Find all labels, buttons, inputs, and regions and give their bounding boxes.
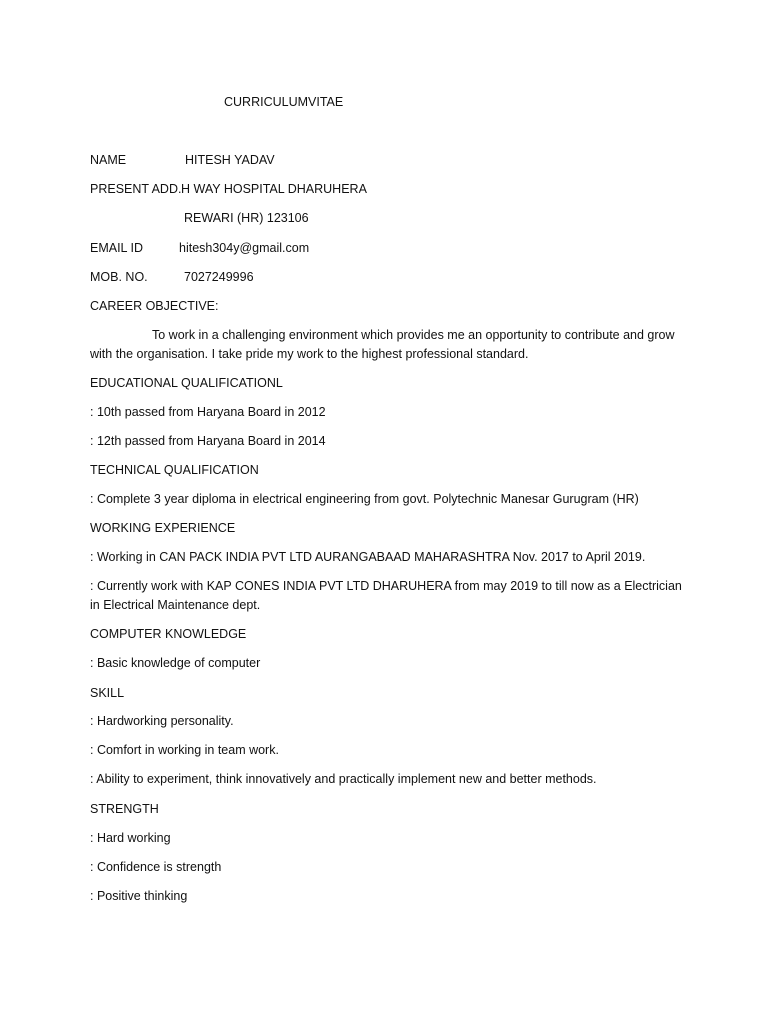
technical-heading: TECHNICAL QUALIFICATION bbox=[90, 463, 259, 477]
computer-heading: COMPUTER KNOWLEDGE bbox=[90, 627, 247, 641]
experience-item: : Working in CAN PACK INDIA PVT LTD AURANGABAAD MAHARASHTRA Nov. 2017 to April 2019. bbox=[90, 550, 646, 564]
education-item: : 10th passed from Haryana Board in 2012 bbox=[90, 405, 326, 419]
strength-item: : Positive thinking bbox=[90, 889, 188, 903]
technical-item: : Complete 3 year diploma in electrical engineering from govt. Polytechnic Manesar Gurugram (HR) bbox=[90, 492, 639, 506]
address-line-2: REWARI (HR) 123106 bbox=[184, 211, 309, 225]
mobile-label: MOB. NO. bbox=[90, 270, 148, 284]
education-item: : 12th passed from Haryana Board in 2014 bbox=[90, 434, 326, 448]
education-heading: EDUCATIONAL QUALIFICATIONL bbox=[90, 376, 283, 390]
career-objective-heading: CAREER OBJECTIVE: bbox=[90, 299, 219, 313]
document-title: CURRICULUMVITAE bbox=[224, 95, 344, 109]
strength-heading: STRENGTH bbox=[90, 802, 159, 816]
strength-item: : Confidence is strength bbox=[90, 860, 222, 874]
address-label: PRESENT ADD. bbox=[90, 182, 182, 196]
skill-heading: SKILL bbox=[90, 686, 125, 700]
strength-item: : Hard working bbox=[90, 831, 171, 845]
career-objective-text bbox=[90, 326, 690, 364]
skill-item: : Ability to experiment, think innovatively and practically implement new and better methods. bbox=[90, 772, 597, 786]
name-label: NAME bbox=[90, 153, 127, 167]
skill-item: : Comfort in working in team work. bbox=[90, 743, 279, 757]
experience-item: : Currently work with KAP CONES INDIA PVT LTD DHARUHERA from may 2019 to till now as a Electrician in Electrical Maintenance dept. bbox=[90, 579, 682, 612]
email-value: hitesh304y@gmail.com bbox=[179, 241, 310, 255]
name-value: HITESH YADAV bbox=[185, 153, 275, 167]
address-line-1: H WAY HOSPITAL DHARUHERA bbox=[181, 182, 367, 196]
skill-item: : Hardworking personality. bbox=[90, 714, 234, 728]
email-label: EMAIL ID bbox=[90, 241, 144, 255]
mobile-value: 7027249996 bbox=[184, 270, 254, 284]
experience-heading: WORKING EXPERIENCE bbox=[90, 521, 236, 535]
computer-item: : Basic knowledge of computer bbox=[90, 656, 261, 670]
career-objective-body: To work in a challenging environment which provides me an opportunity to contribute and grow with the organisation. I take pride my work to the highest professional standard. bbox=[90, 328, 675, 361]
